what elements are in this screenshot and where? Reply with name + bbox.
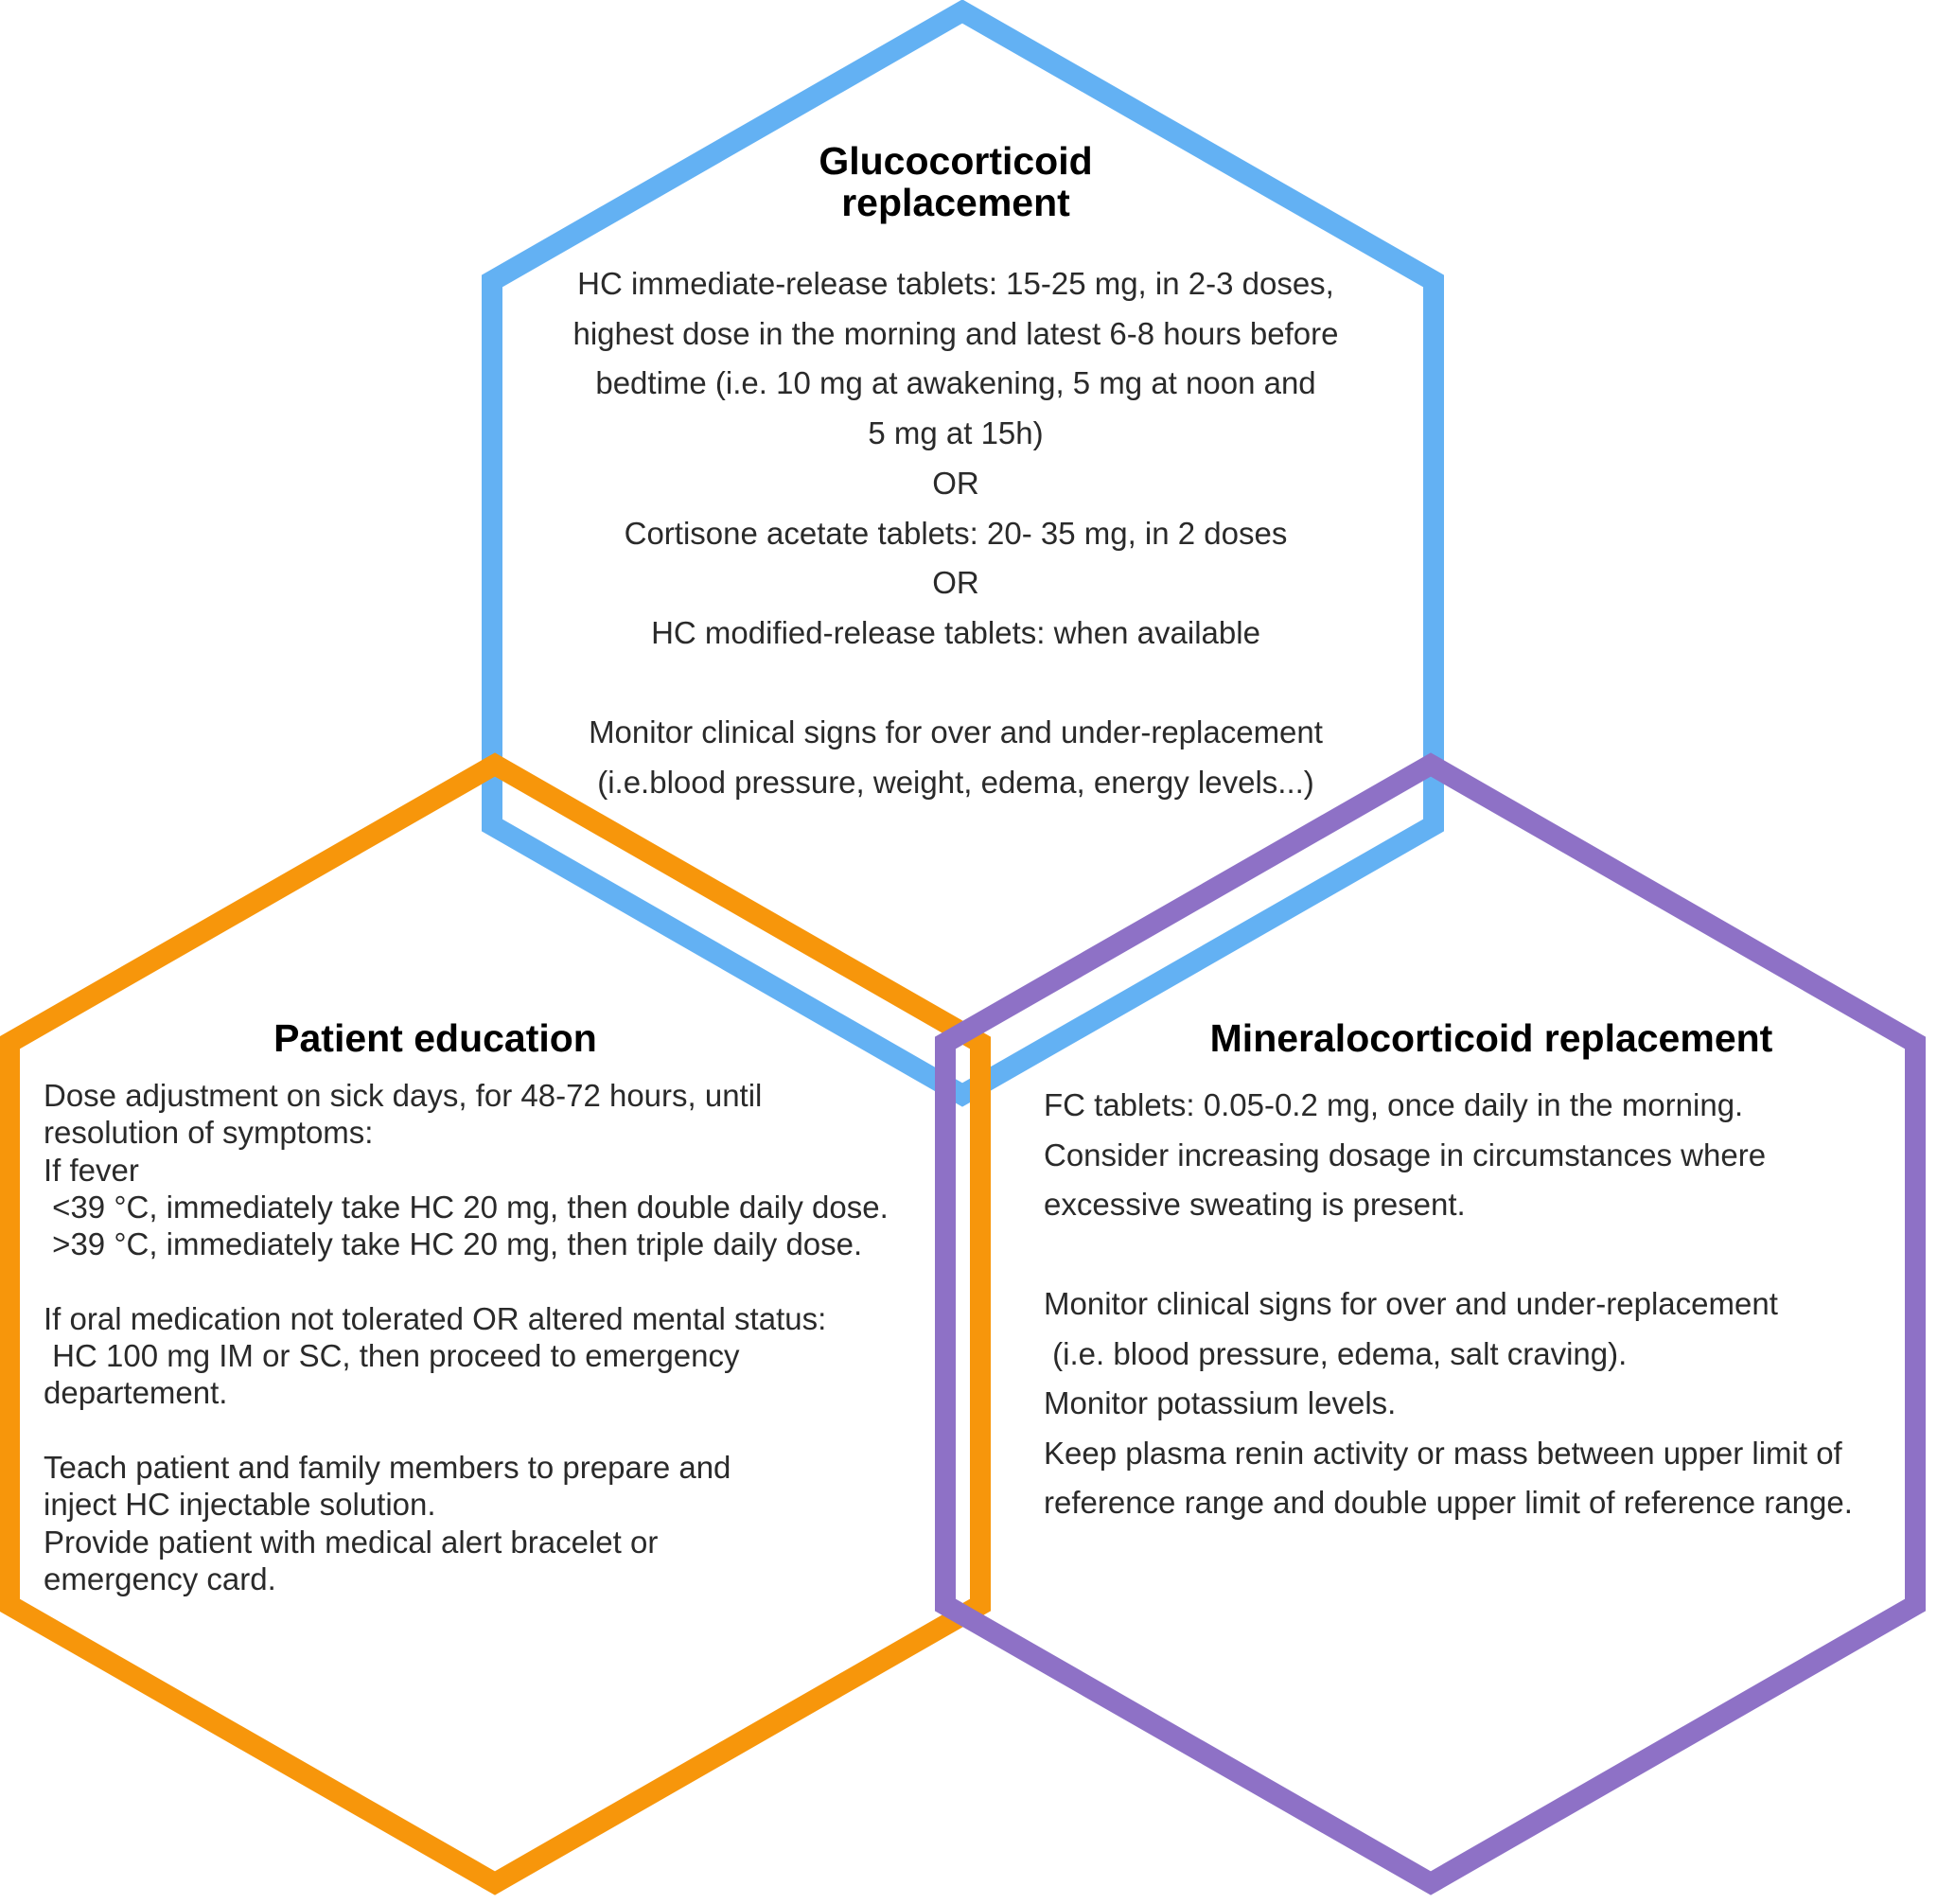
glucocorticoid-title: Glucocorticoid replacement xyxy=(819,139,1093,224)
glucocorticoid-line: Monitor clinical signs for over and under-replacement xyxy=(589,714,1323,750)
patient-education-blank-line xyxy=(44,1412,971,1449)
patient-education-line: If fever xyxy=(44,1152,139,1188)
mineralocorticoid-title: Mineralocorticoid replacement xyxy=(1209,1016,1773,1060)
glucocorticoid-line: HC immediate-release tablets: 15-25 mg, in 2-3 doses, xyxy=(577,266,1334,301)
patient-education-line: If oral medication not tolerated OR altered mental status: xyxy=(44,1300,827,1336)
patient-education-title: Patient education xyxy=(273,1016,597,1060)
glucocorticoid-line: highest dose in the morning and latest 6-8 hours before xyxy=(572,315,1339,351)
patient-education-line: Teach patient and family members to prepare and xyxy=(44,1449,731,1485)
patient-education-line: emergency card. xyxy=(44,1560,276,1596)
glucocorticoid-blank-line xyxy=(511,659,1400,709)
glucocorticoid-line: Cortisone acetate tablets: 20- 35 mg, in 2 doses xyxy=(624,515,1288,551)
patient-education-line: Dose adjustment on sick days, for 48-72 hours, until xyxy=(44,1078,763,1113)
mineralocorticoid-body xyxy=(1044,1081,1933,1528)
patient-education-line: HC 100 mg IM or SC, then proceed to emergency xyxy=(44,1338,740,1374)
patient-education-line: <39 °C, immediately take HC 20 mg, then double daily dose. xyxy=(44,1189,889,1225)
mineralocorticoid-line: Monitor clinical signs for over and under-replacement xyxy=(1044,1286,1778,1321)
patient-education-blank-line xyxy=(44,1262,971,1299)
mineralocorticoid-line: Consider increasing dosage in circumstances where xyxy=(1044,1137,1767,1172)
patient-education-body xyxy=(44,1077,971,1597)
glucocorticoid-line: HC modified-release tablets: when available xyxy=(651,614,1260,650)
mineralocorticoid-line: FC tablets: 0.05-0.2 mg, once daily in the morning. xyxy=(1044,1087,1744,1122)
patient-education-line: >39 °C, immediately take HC 20 mg, then triple daily dose. xyxy=(44,1226,863,1262)
glucocorticoid-line: OR xyxy=(932,465,979,501)
patient-education-line: inject HC injectable solution. xyxy=(44,1487,436,1523)
patient-education-line: Provide patient with medical alert bracelet or xyxy=(44,1524,659,1560)
glucocorticoid-line: OR xyxy=(932,565,979,601)
mineralocorticoid-line: excessive sweating is present. xyxy=(1044,1187,1466,1222)
glucocorticoid-line: bedtime (i.e. 10 mg at awakening, 5 mg at noon and xyxy=(595,365,1316,401)
glucocorticoid-line: 5 mg at 15h) xyxy=(868,415,1044,451)
mineralocorticoid-line: Keep plasma renin activity or mass between upper limit of xyxy=(1044,1435,1842,1471)
mineralocorticoid-line: (i.e. blood pressure, edema, salt craving). xyxy=(1044,1335,1628,1371)
mineralocorticoid-blank-line xyxy=(1044,1230,1933,1280)
glucocorticoid-body xyxy=(511,259,1400,808)
patient-education-line: resolution of symptoms: xyxy=(44,1115,374,1151)
mineralocorticoid-line: reference range and double upper limit of reference range. xyxy=(1044,1485,1853,1520)
glucocorticoid-line: (i.e.blood pressure, weight, edema, energy levels...) xyxy=(597,765,1314,801)
mineralocorticoid-line: Monitor potassium levels. xyxy=(1044,1385,1397,1420)
patient-education-line: departement. xyxy=(44,1375,228,1411)
